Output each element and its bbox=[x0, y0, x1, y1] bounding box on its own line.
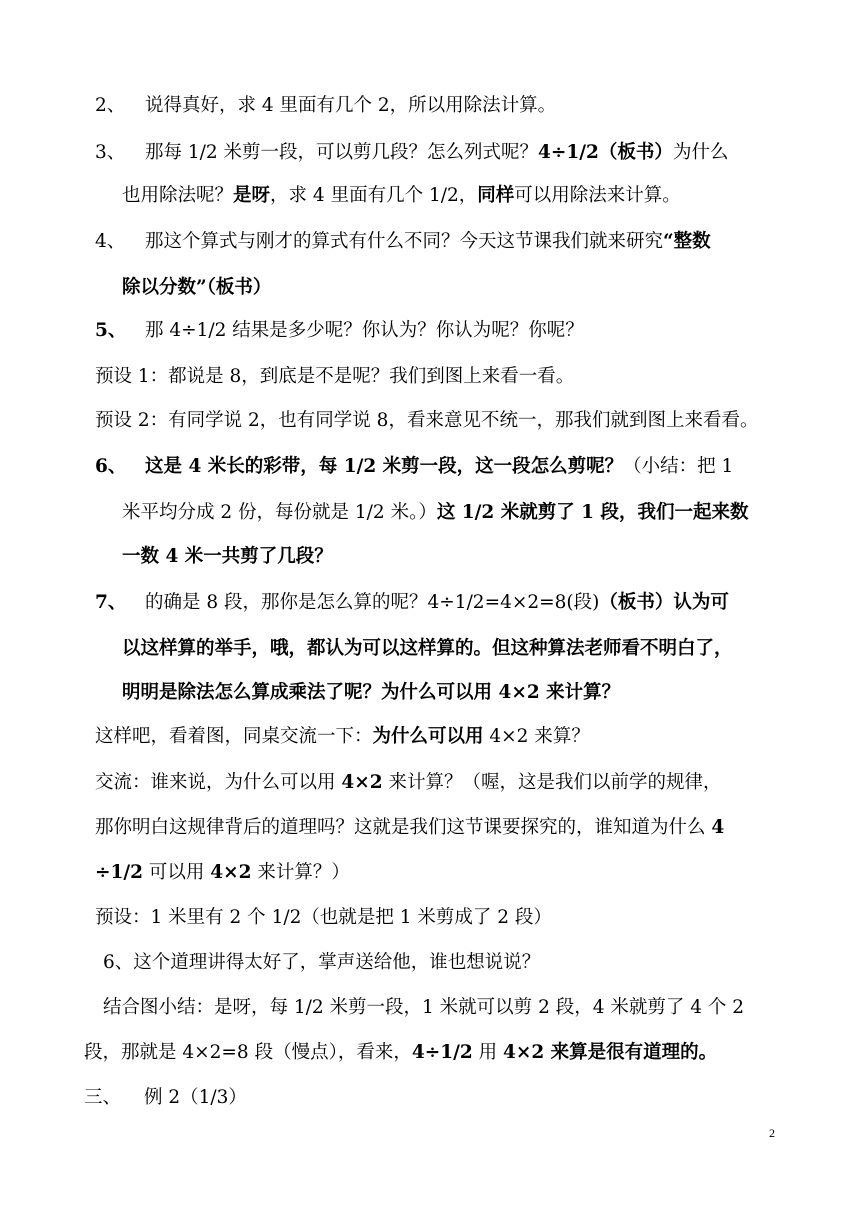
text-segment: 6、这个道理讲得太好了，掌声送给他，谁也想说说？ bbox=[103, 952, 541, 973]
text-segment: 一数 4 米一共剪了几段？ bbox=[122, 546, 333, 567]
text-line bbox=[103, 995, 744, 1021]
text-segment: ，求 4 里面有几个 1/2， bbox=[270, 185, 478, 206]
list-number: 三、 bbox=[84, 1087, 122, 1108]
text-segment: ÷1/2 bbox=[95, 862, 144, 883]
list-number: 4、 bbox=[95, 231, 126, 252]
text-segment: 4÷1/2（板书） bbox=[538, 142, 673, 163]
text-segment: 那每 1/2 米剪一段，可以剪几段？怎么列式呢？ bbox=[145, 142, 539, 163]
text-line bbox=[95, 93, 556, 119]
list-number: 6、 bbox=[95, 456, 127, 477]
text-segment: 预设 2：有同学说 2，也有同学说 8，看来意见不统一，那我们就到图上来看看。 bbox=[95, 410, 759, 431]
text-segment: 那这个算式与刚才的算式有什么不同？今天这节课我们就来研究 bbox=[145, 231, 664, 252]
text-segment: 结合图小结：是呀，每 1/2 米剪一段，1 米就可以剪 2 段，4 米就剪了 4 个 2 bbox=[103, 997, 745, 1018]
text-line bbox=[95, 229, 711, 255]
text-line bbox=[95, 770, 722, 796]
list-number: 2、 bbox=[95, 95, 126, 116]
text-segment: 来计算？） bbox=[251, 862, 350, 883]
text-segment: 为什么 bbox=[672, 142, 729, 163]
text-segment: 的确是 8 段，那你是怎么算的呢？4÷1/2=4×2=8(段) bbox=[145, 592, 600, 613]
text-line bbox=[95, 815, 724, 841]
text-line bbox=[95, 318, 584, 344]
text-line bbox=[95, 590, 729, 616]
text-segment: 那你明白这规律背后的道理吗？这就是我们这节课要探究的，谁知道为什么 bbox=[95, 817, 712, 838]
text-segment: 4×2 来算？ bbox=[483, 726, 590, 747]
text-segment: “整数 bbox=[663, 231, 711, 252]
text-line bbox=[95, 860, 350, 886]
text-segment: 也用除法呢？ bbox=[122, 185, 234, 206]
text-segment: 这是 4 米长的彩带，每 1/2 米剪一段，这一段怎么剪呢？ bbox=[145, 456, 624, 477]
text-line bbox=[122, 500, 748, 526]
text-segment: 预设 1：都说是 8，到底是不是呢？我们到图上来看一看。 bbox=[95, 366, 575, 387]
text-segment: 是呀 bbox=[233, 185, 271, 206]
text-segment: 4 bbox=[711, 817, 725, 838]
text-segment: 那 4÷1/2 结果是多少呢？你认为？你认为呢？你呢？ bbox=[145, 320, 584, 341]
text-segment: 为什么可以用 bbox=[372, 726, 484, 747]
text-line bbox=[95, 140, 728, 166]
text-segment: 说得真好，求 4 里面有几个 2，所以用除法计算。 bbox=[145, 95, 557, 116]
text-segment: 交流：谁来说，为什么可以用 bbox=[95, 772, 342, 793]
text-line bbox=[84, 1085, 247, 1111]
text-segment: （板书）认为可 bbox=[599, 592, 729, 613]
text-segment: 4÷1/2 bbox=[411, 1042, 473, 1063]
text-segment: （小结：把 1 bbox=[623, 456, 734, 477]
text-segment: 4×2 bbox=[210, 862, 252, 883]
text-segment: 4×2 来算是很有道理的。 bbox=[502, 1042, 718, 1063]
text-segment: 例 2（1/3） bbox=[144, 1087, 247, 1108]
text-segment: 用 bbox=[472, 1042, 503, 1063]
text-line bbox=[84, 1040, 717, 1066]
text-line bbox=[95, 454, 733, 480]
text-segment: 这样吧，看着图，同桌交流一下： bbox=[95, 726, 373, 747]
text-segment: 这 1/2 米就剪了 1 段，我们一起来数 bbox=[436, 502, 749, 523]
text-segment: 除以分数 bbox=[122, 277, 197, 298]
list-number: 3、 bbox=[95, 142, 126, 163]
text-segment: 以这样算的举手，哦，都认为可以这样算的。但这种算法老师看不明白了， bbox=[122, 638, 733, 659]
list-number: 7、 bbox=[95, 592, 127, 613]
text-line bbox=[95, 408, 758, 434]
text-line bbox=[95, 905, 552, 931]
text-line bbox=[122, 275, 271, 301]
text-line bbox=[122, 183, 681, 209]
text-segment: 预设：1 米里有 2 个 1/2（也就是把 1 米剪成了 2 段） bbox=[95, 907, 552, 928]
text-line bbox=[95, 724, 590, 750]
text-segment: 同样 bbox=[477, 185, 515, 206]
text-line bbox=[103, 950, 540, 976]
text-segment: 可以用 bbox=[143, 862, 211, 883]
text-segment: 段，那就是 4×2=8 段（慢点），看来， bbox=[84, 1042, 412, 1063]
text-segment: 来计算？（喔，这是我们以前学的规律， bbox=[382, 772, 722, 793]
list-number: 5、 bbox=[95, 320, 127, 341]
text-line bbox=[122, 544, 333, 570]
text-line bbox=[95, 364, 574, 390]
text-line bbox=[122, 680, 620, 706]
page-number: 2 bbox=[769, 1126, 775, 1140]
text-segment: 4×2 bbox=[341, 772, 383, 793]
text-segment: ”（板书） bbox=[196, 277, 272, 298]
text-segment: 米平均分成 2 份，每份就是 1/2 米。） bbox=[122, 502, 437, 523]
text-segment: 明明是除法怎么算成乘法了呢？为什么可以用 4×2 来计算？ bbox=[122, 682, 621, 703]
text-segment: 可以用除法来计算。 bbox=[514, 185, 681, 206]
text-line bbox=[122, 636, 733, 662]
